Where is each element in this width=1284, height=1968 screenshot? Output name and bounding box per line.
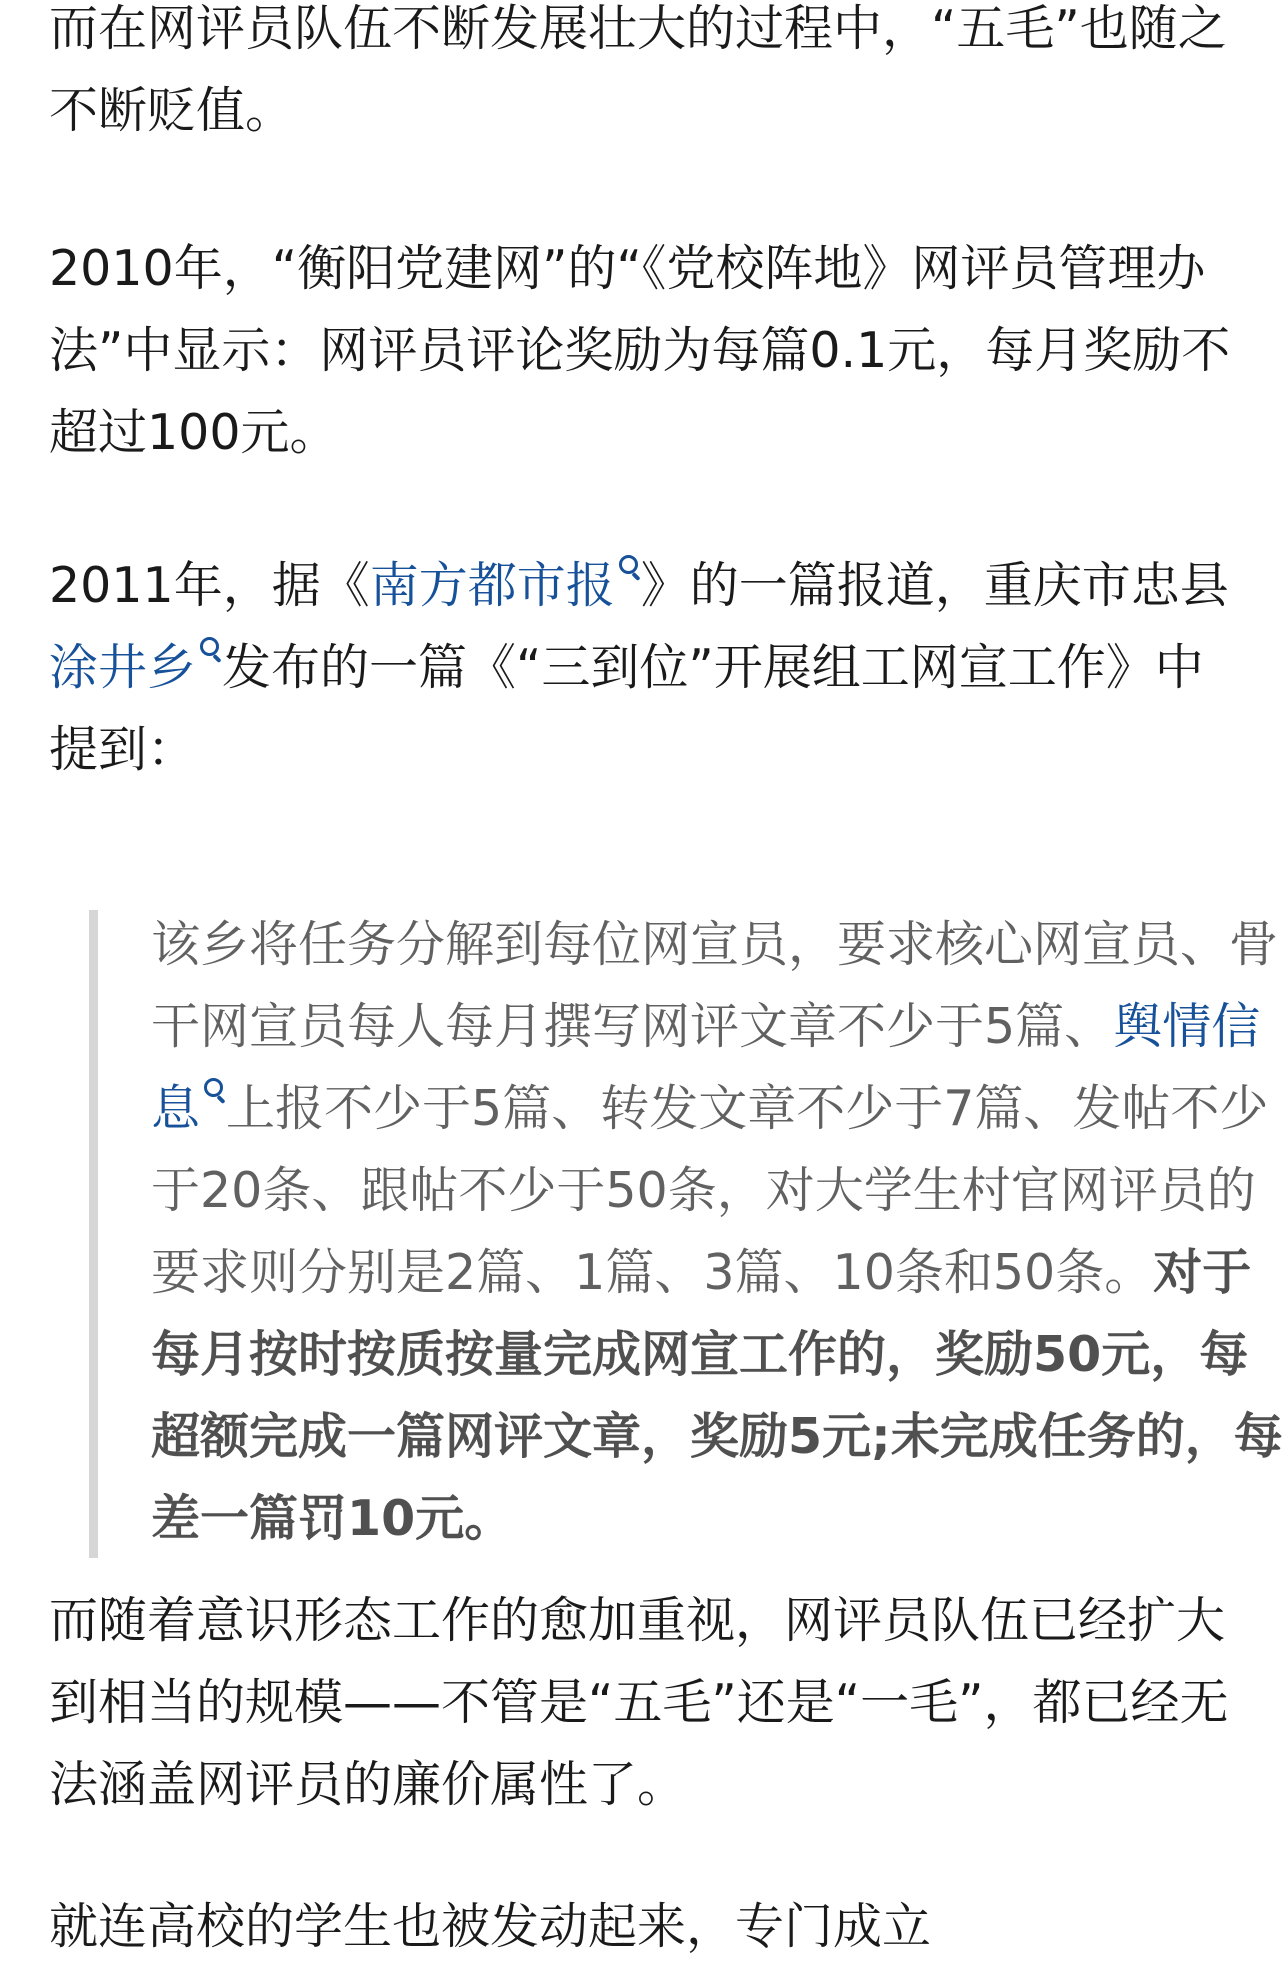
paragraph-wumao-devaluation: [49, 0, 1245, 152]
paragraph-text-prefix: 2011年，据《: [49, 557, 370, 614]
quote-text-part1: 该乡将任务分解到每位网宣员，要求核心网宣员、骨干网宣员每人每月撰写网评文章不少于5篇、: [151, 916, 1279, 1055]
paragraph-scale-expansion: [49, 1580, 1245, 1826]
paragraph-text: 而随着意识形态工作的愈加重视，网评员队伍已经扩大到相当的规模——不管是“五毛”还是“一毛”，都已经无法涵盖网评员的廉价属性了。: [49, 1592, 1229, 1813]
paragraph-text-middle: 》的一篇报道，重庆市忠县: [640, 557, 1229, 614]
paragraph-text: 而在网评员队伍不断发展壮大的过程中，“五毛”也随之不断贬值。: [49, 0, 1227, 139]
quote-text-part2: 上报不少于5篇、转发文章不少于7篇、发帖不少于20条、跟帖不少于50条，对大学生村官网评员的要求则分别是2篇、1篇、3篇、10条和50条。: [151, 1080, 1269, 1301]
quote-content: [151, 904, 1284, 1560]
blockquote-quoted-document: [89, 910, 1284, 1558]
link-label: 南方都市报: [369, 557, 615, 614]
search-icon[interactable]: [617, 553, 641, 583]
paragraph-text: 2010年，“衡阳党建网”的“《党校阵地》网评员管理办法”中显示：网评员评论奖励为每篇0.1元，每月奖励不超过100元。: [49, 240, 1231, 461]
search-icon[interactable]: [202, 1076, 226, 1106]
link-tujing-xiang[interactable]: [49, 639, 222, 696]
paragraph-text-suffix: 发布的一篇《“三到位”开展组工网宣工作》中提到：: [49, 639, 1204, 778]
search-icon[interactable]: [198, 635, 222, 665]
link-nanfang-dushi-bao[interactable]: [370, 557, 641, 614]
quote-bold-text: 对于每月按时按质按量完成网宣工作的，奖励50元，每超额完成一篇网评文章，奖励5元;未完成任务的，每差一篇罚10元。: [151, 1244, 1283, 1547]
paragraph-text: 就连高校的学生也被发动起来，专门成立: [49, 1898, 932, 1955]
link-label: 涂井乡: [49, 639, 197, 696]
paragraph-zhongxian-2011: [49, 545, 1245, 791]
link-label: 舆情信息: [151, 998, 1261, 1137]
paragraph-hengyang-2010: [49, 228, 1245, 474]
paragraph-students-cutoff: [49, 1886, 1245, 1968]
